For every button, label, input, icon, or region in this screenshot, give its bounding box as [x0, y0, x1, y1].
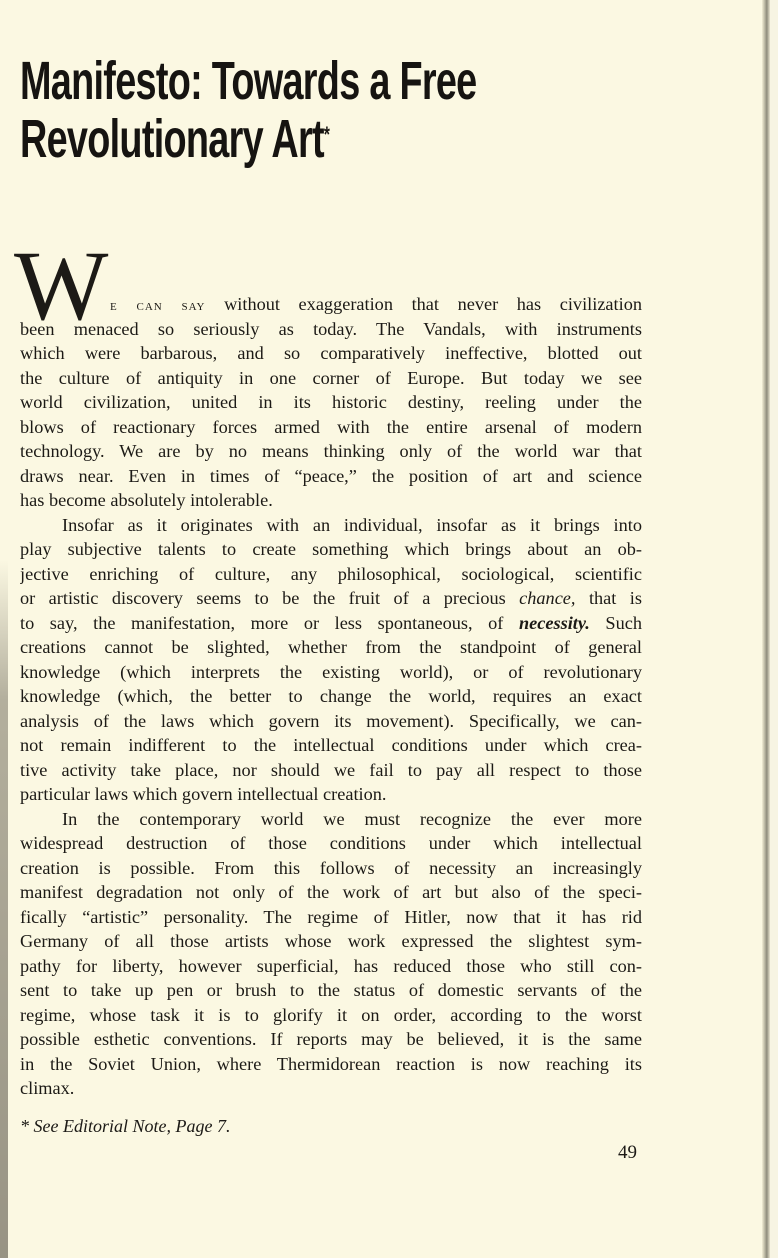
title-line-2-text: Revolutionary Art: [20, 109, 324, 169]
text-line: [20, 905, 642, 930]
text-segment: technology. We are by no means thinking only of the world war that: [20, 441, 642, 461]
page-edge: [770, 0, 778, 1258]
title-line-2: [20, 110, 476, 168]
text-segment: which were barbarous, and so comparatively ineffective, blotted out: [20, 343, 642, 363]
text-line: [20, 439, 642, 464]
text-line: [20, 1027, 642, 1052]
text-line: [20, 782, 642, 807]
text-line: [20, 562, 642, 587]
text-segment: creation is possible. From this follows of necessity an increasingly: [20, 857, 642, 878]
text-line: [20, 880, 642, 905]
text-line: [20, 611, 642, 636]
text-line: [20, 660, 642, 685]
text-line: [20, 635, 642, 660]
text-segment: manifest degradation not only of the work of art but also of the speci-: [20, 882, 642, 902]
text-line: [20, 464, 642, 489]
text-line: [20, 390, 642, 415]
text-segment: e can say: [110, 298, 206, 314]
text-segment: pathy for liberty, however superficial, has reduced those who still con-: [20, 955, 642, 976]
text-line: [20, 292, 642, 317]
text-line: [20, 415, 642, 440]
text-line: [20, 929, 642, 954]
drop-cap: W: [14, 230, 109, 341]
text-line: [20, 586, 642, 611]
scan-edge-shadow: [0, 560, 8, 1258]
text-line: [20, 856, 642, 881]
title-line-1: Manifesto: Towards a Free: [20, 51, 477, 111]
text-segment: blows of reactionary forces armed with the entire arsenal of modern: [20, 416, 642, 437]
text-segment: the culture of antiquity in one corner of Europe. But today we see: [20, 367, 642, 388]
text-segment: jective enriching of culture, any philosophical, sociological, scientific: [20, 563, 642, 584]
text-line: [20, 341, 642, 366]
footnote: * See Editorial Note, Page 7.: [20, 1116, 231, 1136]
text-segment: widespread destruction of those conditions under which intellectual: [20, 833, 642, 853]
text-line: [20, 1076, 642, 1101]
text-segment: fically “artistic” personality. The regime of Hitler, now that it has rid: [20, 906, 642, 927]
text-segment: to say, the manifestation, more or less spontaneous, of: [20, 612, 519, 633]
text-line: [20, 954, 642, 979]
paragraph: [20, 292, 642, 513]
text-segment: been menaced so seriously as today. The Vandals, with instruments: [20, 318, 642, 339]
text-segment: tive activity take place, nor should we fail to pay all respect to those: [20, 759, 642, 780]
text-segment: regime, whose task it is to glorify it on order, according to the worst: [20, 1004, 642, 1025]
text-segment: not remain indifferent to the intellectual conditions under which crea-: [20, 735, 642, 755]
text-segment: knowledge (which interprets the existing world), or of revolutionary: [20, 661, 642, 682]
text-line: [20, 513, 642, 538]
text-segment: possible esthetic conventions. If reports may be believed, it is the same: [20, 1029, 642, 1049]
text-line: [20, 709, 642, 734]
text-segment: knowledge (which, the better to change the world, requires an exact: [20, 686, 642, 706]
text-segment: creations cannot be slighted, whether from the standpoint of general: [20, 637, 642, 657]
emphasis-text: chance,: [519, 588, 576, 608]
article-title: [20, 52, 476, 168]
page-number: 49: [618, 1142, 637, 1163]
text-segment: draws near. Even in times of “peace,” the position of art and science: [20, 465, 642, 486]
text-line: [20, 366, 642, 391]
text-line: [20, 807, 642, 832]
text-segment: Germany of all those artists whose work expressed the slightest sym-: [20, 931, 642, 951]
text-segment: sent to take up pen or brush to the status of domestic servants of the: [20, 980, 642, 1000]
text-segment: analysis of the laws which govern its movement). Specifically, we can-: [20, 710, 642, 731]
text-segment: Such: [589, 612, 642, 633]
text-line: [20, 978, 642, 1003]
text-segment: without exaggeration that never has civilization: [205, 294, 642, 314]
text-line: [20, 1052, 642, 1077]
text-segment: world civilization, united in its historic destiny, reeling under the: [20, 392, 642, 412]
text-segment: particular laws which govern intellectual creation.: [20, 784, 387, 804]
paragraph: [20, 807, 642, 1101]
text-line: [20, 537, 642, 562]
text-line: [20, 317, 642, 342]
emphasis-text: necessity.: [518, 612, 590, 633]
text-segment: in the Soviet Union, where Thermidorean reaction is now reaching its: [20, 1053, 642, 1074]
text-line: [20, 831, 642, 856]
text-segment: has become absolutely intolerable.: [20, 490, 273, 510]
paragraph: [20, 513, 642, 807]
text-segment: climax.: [20, 1078, 75, 1098]
text-segment: Insofar as it originates with an individual, insofar as it brings into: [62, 514, 642, 535]
text-segment: or artistic discovery seems to be the fruit of a precious: [20, 588, 520, 608]
book-spine-shadow: [762, 0, 770, 1258]
text-line: [20, 758, 642, 783]
text-line: [20, 488, 642, 513]
footnote-mark: *: [323, 122, 330, 147]
text-segment: In the contemporary world we must recognize the ever more: [62, 808, 642, 829]
text-line: [20, 1003, 642, 1028]
text-segment: play subjective talents to create something which brings about an ob-: [20, 539, 642, 559]
article-body: [20, 292, 642, 1101]
text-line: [20, 684, 642, 709]
text-segment: that is: [575, 588, 642, 608]
text-line: [20, 733, 642, 758]
